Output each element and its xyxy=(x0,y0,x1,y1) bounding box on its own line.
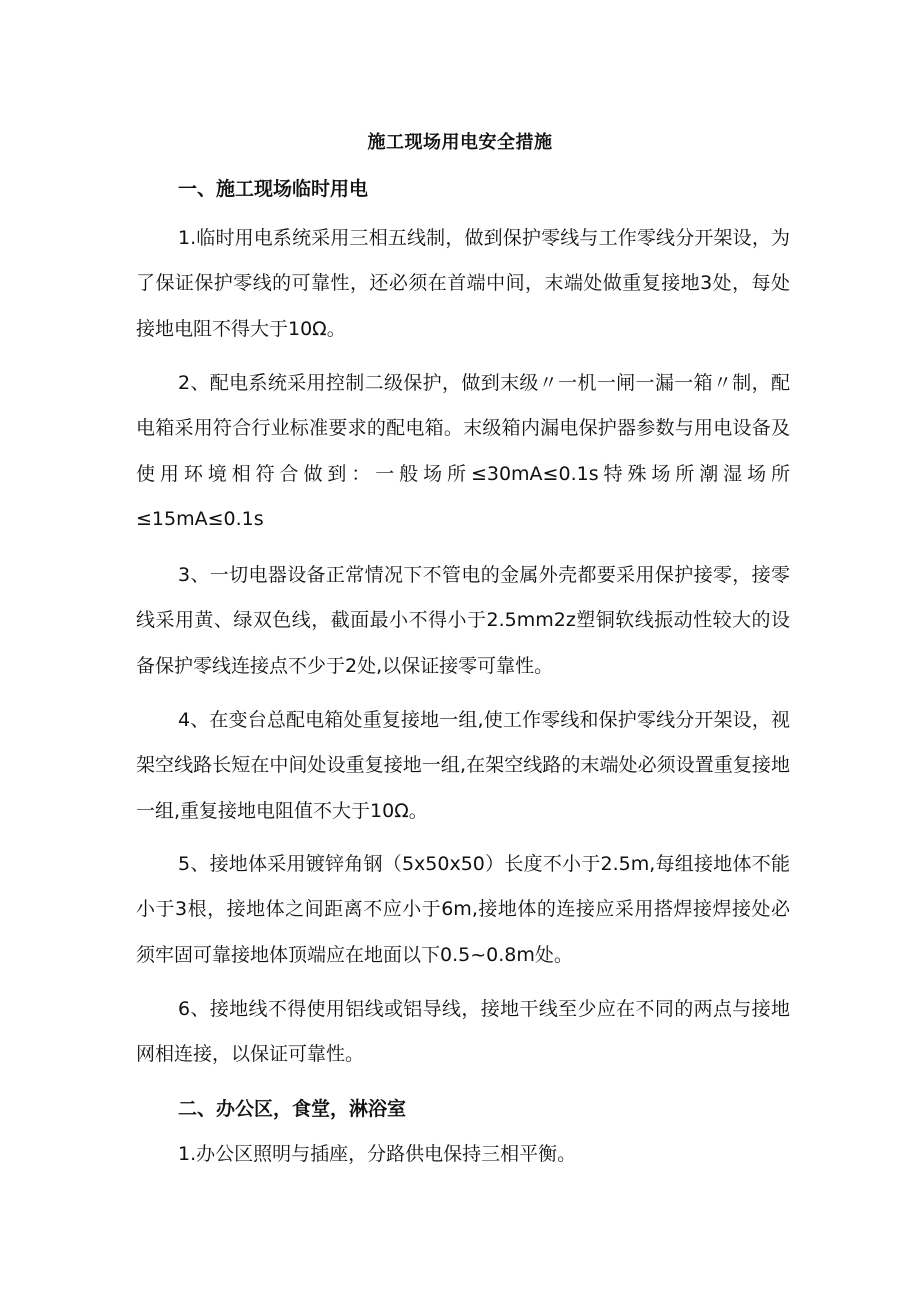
paragraph-office-1: 1.办公区照明与插座，分路供电保持三相平衡。 xyxy=(178,1143,577,1165)
paragraph-4: 4、在变台总配电箱处重复接地一组,使工作零线和保护零线分开架设，视架空线路长短在中间处设重复接地一组,在架空线路的末端处必须设置重复接地一组,重复接地电阻值不大于10Ω。 xyxy=(136,709,790,822)
paragraph-5: 5、接地体采用镀锌角钢（5x50x50）长度不小于2.5m,每组接地体不能小于3根，接地体之间距离不应小于6m,接地体的连接应采用搭焊接焊接处必须牢固可靠接地体顶端应在地面以下0.5~0.8m处。 xyxy=(136,853,790,966)
paragraph-3: 3、一切电器设备正常情况下不管电的金属外壳都要采用保护接零，接零线采用黄、绿双色线，截面最小不得小于2.5mm2z塑铜软线振动性较大的设备保护零线连接点不少于2处,以保证接零可靠性。 xyxy=(136,564,790,677)
paragraph-1: 1.临时用电系统采用三相五线制，做到保护零线与工作零线分开架设，为了保证保护零线的可靠性，还必须在首端中间，末端处做重复接地3处，每处接地电阻不得大于10Ω。 xyxy=(136,227,790,340)
paragraph-6: 6、接地线不得使用铝线或铝导线，接地干线至少应在不同的两点与接地网相连接，以保证可靠性。 xyxy=(136,998,790,1066)
section-heading-temporary-power: 一、施工现场临时用电 xyxy=(178,178,369,200)
section-heading-office-canteen-bathroom: 二、办公区，食堂，淋浴室 xyxy=(178,1098,407,1120)
paragraph-2: 2、配电系统采用控制二级保护，做到末级〃一机一闸一漏一箱〃制，配电箱采用符合行业标准要求的配电箱。末级箱内漏电保护器参数与用电设备及使用环境相符合做到：一般场所≤30mA≤0.1s特殊场所潮湿场所≤15mA≤0.1s xyxy=(136,372,790,531)
document-title: 施工现场用电安全措施 xyxy=(367,132,553,153)
